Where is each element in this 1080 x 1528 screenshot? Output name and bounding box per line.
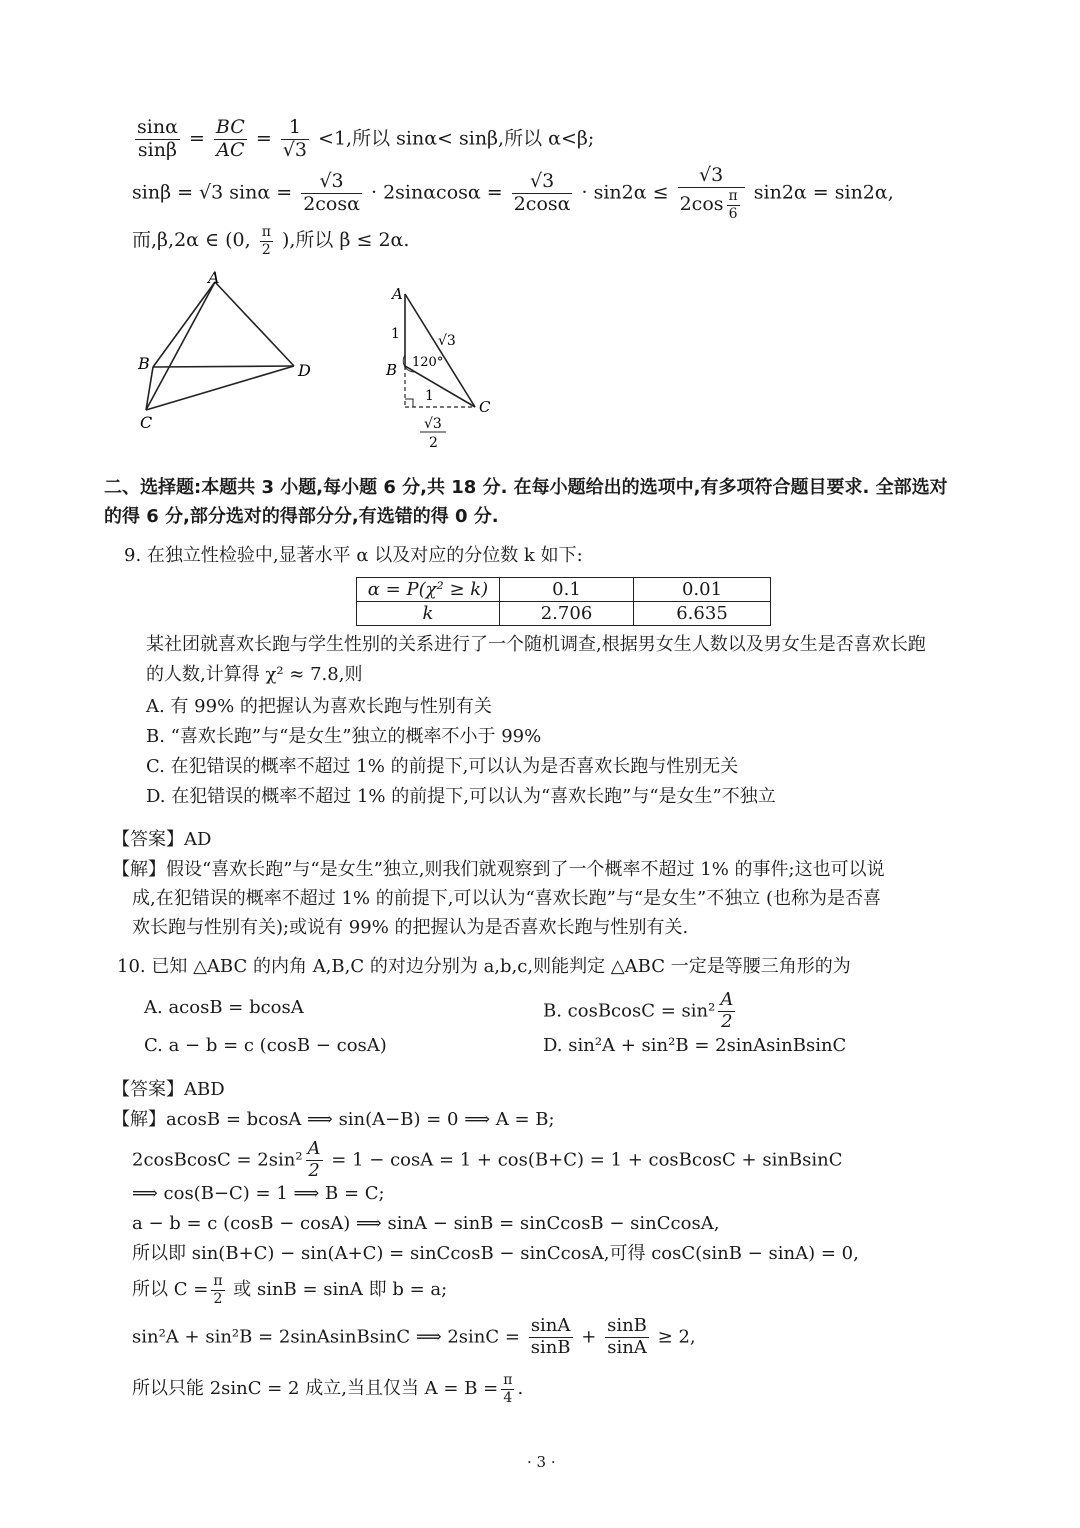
table-row — [357, 602, 771, 626]
q10-answer: 【答案】ABD — [112, 1079, 225, 1100]
table-cell: k — [357, 602, 500, 626]
table-cell: α = P(χ² ≥ k) — [357, 578, 500, 602]
sol8-line2 — [132, 166, 894, 221]
equals: = — [188, 127, 205, 150]
sol8-line2-mid1: · 2sinαcosα = — [370, 181, 503, 204]
sol8-line3-head: 而,β,2α ∈ (0, — [132, 229, 251, 252]
q10-solution-line4: a − b = c (cosB − cosA) ⟹ sinA − sinB = sinCcosB − sinCcosA, — [132, 1213, 720, 1234]
angle-label: 120° — [412, 355, 444, 370]
q9-option-b: B. “喜欢长跑”与“是女生”独立的概率不小于 99% — [146, 726, 542, 747]
q10-solution-line8-head: 所以只能 2sinC = 2 成立,当且仅当 A = B = — [132, 1378, 499, 1400]
vertex-label-c: C — [140, 413, 153, 432]
q9-option-c: C. 在犯错误的概率不超过 1% 的前提下,可以认为是否喜欢长跑与性别无关 — [146, 756, 739, 777]
section-heading-line2: 的得 6 分,部分选对的得部分分,有选错的得 0 分. — [104, 506, 499, 527]
sol8-line2-tail: sin2α = sin2α, — [753, 181, 894, 204]
q10-option-b — [543, 991, 738, 1032]
frac-num: sinA — [529, 1317, 573, 1338]
sol8-line3-tail: ),所以 β ≤ 2α. — [281, 229, 410, 252]
plus-sign: + — [581, 1326, 597, 1348]
sol8-line2-mid2: · sin2α ≤ — [581, 181, 669, 204]
q10-solution-line6-tail: 或 sinB = sinA 即 b = a; — [233, 1279, 448, 1301]
q10-solution-line1: 【解】acosB = bcosA ⟹ sin(A−B) = 0 ⟹ A = B; — [112, 1109, 555, 1130]
q9-body-line1: 某社团就喜欢长跑与学生性别的关系进行了一个随机调查,根据男女生人数以及男女生是否喜欢长跑 — [146, 634, 926, 655]
frac-num: π — [728, 187, 738, 204]
vertex-label-c: C — [479, 398, 491, 416]
q9-stem: 9. 在独立性检验中,显著水平 α 以及对应的分位数 k 如下: — [124, 545, 583, 566]
q10-option-a: A. acosB = bcosA — [144, 997, 304, 1018]
table-row — [357, 578, 771, 602]
q9-explanation-line1: 【解】假设“喜欢长跑”与“是女生”独立,则我们就观察到了一个概率不超过 1% 的事件;这也可以说 — [112, 859, 885, 880]
vertex-label-b: B — [138, 354, 150, 373]
frac-num: √3 — [512, 172, 573, 194]
table-cell: 6.635 — [634, 602, 771, 626]
q10-option-b-head: B. cosBcosC = sin² — [543, 1000, 716, 1022]
table-cell: 2.706 — [500, 602, 634, 626]
q10-solution-line7 — [132, 1317, 696, 1358]
frac-den: 2cosα — [303, 193, 360, 216]
frac-den: 6 — [728, 205, 738, 222]
q9-answer: 【答案】AD — [112, 829, 212, 850]
frac-den: 2 — [213, 1290, 223, 1307]
side-bc-label: 1 — [425, 388, 434, 404]
triangle-figure — [380, 280, 510, 455]
q9-option-d: D. 在犯错误的概率不超过 1% 的前提下,可以认为“喜欢长跑”与“是女生”不独立 — [146, 786, 776, 807]
base-den-label: 2 — [429, 435, 438, 451]
q10-solution-line7-head: sin²A + sin²B = 2sinAsinBsinC ⟹ 2sinC = — [132, 1326, 520, 1348]
q9-explanation-line3: 欢长跑与性别有关);或说有 99% 的把握认为是否喜欢长跑与性别有关. — [132, 917, 689, 938]
quantile-table — [356, 577, 771, 626]
table-cell: 0.1 — [500, 578, 634, 602]
vertex-label-b: B — [386, 361, 398, 379]
q10-option-d: D. sin²A + sin²B = 2sinAsinBsinC — [543, 1035, 847, 1056]
cos-text: 2cos — [679, 193, 724, 216]
frac-den: sinβ — [137, 138, 177, 161]
frac-num: A — [307, 1138, 321, 1159]
sol8-line1 — [132, 118, 594, 161]
frac-num: √3 — [301, 172, 362, 194]
page-number: · 3 · — [527, 1453, 556, 1471]
frac-den: sinB — [530, 1336, 571, 1358]
frac-num: √3 — [678, 166, 745, 188]
sol8-line3 — [132, 225, 409, 257]
frac-den: 2 — [261, 241, 271, 258]
section-heading-line1: 二、选择题:本题共 3 小题,每小题 6 分,共 18 分. 在每小题给出的选项中,有多项符合题目要求. 全部选对 — [104, 477, 948, 498]
frac-den: 2 — [721, 1010, 733, 1032]
q10-solution-line8-tail: . — [517, 1378, 524, 1400]
q10-solution-line7-tail: ≥ 2, — [657, 1326, 696, 1348]
q10-solution-line3: ⟹ cos(B−C) = 1 ⟹ B = C; — [132, 1183, 385, 1204]
frac-den: √3 — [282, 138, 307, 161]
frac-num: BC — [215, 116, 245, 138]
frac-den — [678, 188, 745, 221]
q10-solution-line6-head: 所以 C = — [132, 1279, 209, 1301]
q10-solution-line5: 所以即 sin(B+C) − sin(A+C) = sinCcosB − sinCcosA,可得 cosC(sinB − sinA) = 0, — [132, 1243, 859, 1264]
frac-den: 4 — [503, 1389, 513, 1406]
q10-solution-line8 — [132, 1373, 523, 1405]
vertex-label-a: A — [392, 285, 403, 303]
q10-solution-line6 — [132, 1274, 447, 1306]
vertex-label-d: D — [298, 361, 311, 380]
q10-stem: 10. 已知 △ABC 的内角 A,B,C 的对边分别为 a,b,c,则能判定 △ABC 一定是等腰三角形的为 — [117, 956, 851, 977]
frac-den: 2 — [308, 1159, 320, 1181]
q9-option-a: A. 有 99% 的把握认为喜欢长跑与性别有关 — [146, 696, 492, 717]
frac-den: 2cosα — [513, 193, 571, 216]
frac-num: A — [720, 989, 734, 1010]
frac-num: 1 — [281, 118, 309, 140]
frac-den: sinA — [607, 1336, 647, 1358]
base-num-label: √3 — [424, 416, 442, 432]
q9-body-line2: 的人数,计算得 χ² ≈ 7.8,则 — [146, 664, 363, 685]
frac-num: sinα — [137, 116, 178, 138]
frac-num: π — [503, 1372, 513, 1388]
vertex-label-a: A — [208, 268, 220, 287]
q10-solution-line2-tail: = 1 − cosA = 1 + cos(B+C) = 1 + cosBcosC + sinBsinC — [331, 1149, 843, 1171]
table-cell: 0.01 — [634, 578, 771, 602]
q10-option-c: C. a − b = c (cosB − cosA) — [144, 1035, 387, 1056]
side-ab-label: 1 — [391, 326, 400, 342]
q9-explanation-line2: 成,在犯错误的概率不超过 1% 的前提下,可以认为“喜欢长跑”与“是女生”不独立 (也称为是否喜 — [132, 888, 881, 909]
tetrahedron-figure — [130, 262, 330, 432]
sol8-line2-head: sinβ = √3 sinα = — [132, 181, 293, 204]
side-ac-label: √3 — [438, 333, 456, 349]
frac-num: sinB — [607, 1315, 647, 1336]
frac-num: π — [213, 1273, 223, 1289]
frac-den: AC — [216, 138, 245, 161]
q10-solution-line2-head: 2cosBcosC = 2sin² — [132, 1149, 303, 1171]
frac-num: π — [261, 224, 271, 240]
q10-solution-line2 — [132, 1140, 843, 1181]
sol8-line1-tail: <1,所以 sinα< sinβ,所以 α<β; — [318, 127, 595, 150]
equals: = — [255, 127, 272, 150]
